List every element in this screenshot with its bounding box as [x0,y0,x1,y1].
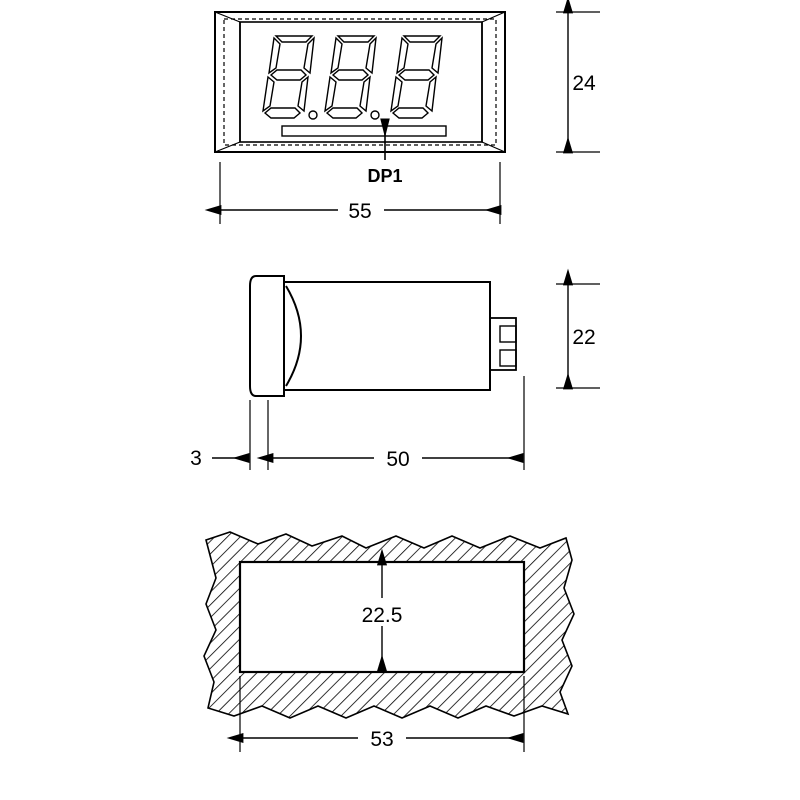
display-underbar [282,126,446,136]
seven-segment-digit-1 [263,36,314,118]
cutout-view [204,532,574,752]
seven-segment-digit-3 [391,36,442,118]
cutout-height-label: 22.5 [361,604,403,627]
side-body-notch [286,286,301,386]
bezel-thickness-label: 3 [190,447,202,470]
front-height-label: 24 [572,72,596,95]
seven-segment-digit-2 [325,36,376,118]
dp1-label: DP1 [367,166,403,186]
cutout-width-label: 53 [370,728,394,751]
side-bezel-flange [250,276,284,396]
rear-connector-pin-bottom [500,350,516,366]
decimal-point-1 [309,111,317,119]
bevel-bottom-right [482,142,505,152]
bevel-top-right [482,12,505,22]
front-view [215,12,600,224]
body-height-label: 22 [572,326,596,349]
bevel-bottom-left [215,142,240,152]
rear-connector-pin-top [500,326,516,342]
front-width-label: 55 [348,200,372,223]
side-view [190,276,600,471]
side-body [284,282,490,390]
front-bezel-outline [215,12,505,152]
decimal-point-2 [371,111,379,119]
body-depth-label: 50 [386,448,410,471]
bevel-top-left [215,12,240,22]
